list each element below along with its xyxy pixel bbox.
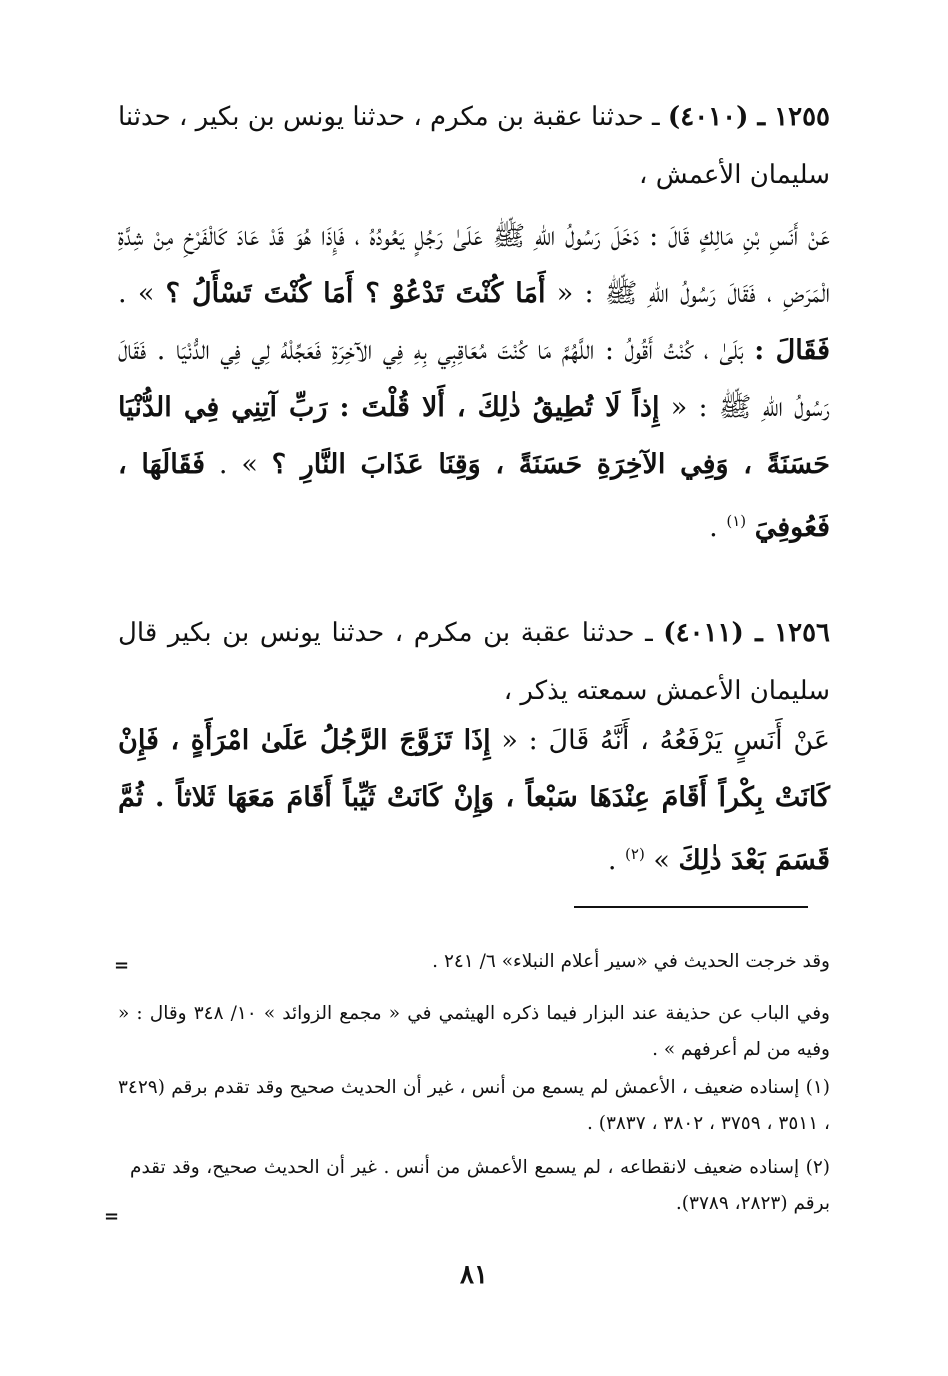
footnote-text: وفي الباب عن حذيفة عند البزار فيما ذكره الهيثمي في « مجمع الزوائد » ١٠/ ٣٤٨ وقال : « وفيه من لم أعرفهم » . bbox=[118, 1003, 830, 1060]
isnad-text: ـ حدثنا عقبة بن مكرم ، حدثنا يونس بن بكير قال سليمان الأعمش سمعته يذكر ، bbox=[118, 618, 830, 706]
hadith-number: ١٢٥٦ ـ (٤٠١١) bbox=[663, 618, 830, 648]
footnote-2 bbox=[130, 1150, 830, 1222]
footnote-continuation-2 bbox=[118, 996, 830, 1068]
page-number: ٨١ bbox=[460, 1260, 488, 1290]
hadith-1256-matn bbox=[118, 712, 830, 889]
matn-text: عَنْ أَنَسٍ يَرْفَعُهُ ، أَنَّهُ قَالَ : « bbox=[490, 725, 831, 756]
matn-text: » . bbox=[118, 278, 166, 309]
matn-text: » bbox=[644, 845, 679, 876]
hadith-number: ١٢٥٥ ـ (٤٠١٠) bbox=[667, 102, 830, 132]
footnote-ref: (١) bbox=[726, 512, 747, 530]
footnote-separator bbox=[574, 906, 808, 908]
matn-bold: فَقَالَهَا ، فَعُوفِيَ bbox=[118, 449, 830, 543]
matn-bold: فَقَالَ : bbox=[754, 335, 830, 366]
matn-text: عَنْ أَنَسِ بْنِ مَالِكٍ قَالَ : دَخَلَ رَسُولُ اللهِ ﷺ عَلَىٰ رَجُلٍ يَعُودُهُ ، فَإِذَا هُوَ قَدْ عَادَ كَالْفَرْخِ مِنْ شِدَّةِ الْمَرَضِ ، فَقَالَ رَسُولُ اللهِ ﷺ : « bbox=[118, 221, 831, 309]
matn-bold: إِذَا تَزَوَّجَ الرَّجُلُ عَلَىٰ امْرَأَةٍ ، فَإِنْ كَانَتْ بِكْراً أَقَامَ عِنْدَهَا سَبْعاً ، وَإِنْ كَانَتْ ثَيِّباً أَقَامَ مَعَهَا ثَلاثاً . ثُمَّ قَسَمَ بَعْدَ ذٰلِكَ bbox=[118, 725, 830, 876]
matn-bold: إِذاً لَا تُطِيقُ ذٰلِكَ ، أَلا قُلْتَ : رَبِّ آتِنِي فِي الدُّنْيَا حَسَنَةً ، وَفِي الآخِرَةِ حَسَنَةً ، وَقِنَا عَذَابَ النَّارِ ؟ bbox=[118, 392, 830, 480]
hadith-1255-isnad bbox=[118, 88, 830, 204]
footnote-text: (٢) إسناده ضعيف لانقطاعه ، لم يسمع الأعمش من أنس . غير أن الحديث صحيح، وقد تقدم برقم (٢٨٢٣، ٣٧٨٩). bbox=[130, 1157, 830, 1214]
footnote-1 bbox=[118, 1070, 830, 1142]
continuation-mark: = bbox=[114, 955, 130, 976]
hadith-1255-matn bbox=[118, 208, 830, 556]
footnote-text: (١) إسناده ضعيف ، الأعمش لم يسمع من أنس ، غير أن الحديث صحيح وقد تقدم برقم (٣٤٢٩ ، ٣٥١١ ، ٣٧٥٩ ، ٣٨٠٢ ، ٣٨٣٧) . bbox=[118, 1077, 830, 1134]
footnote-text: وقد خرجت الحديث في «سير أعلام النبلاء» ٦/ ٢٤١ . bbox=[432, 951, 830, 972]
footnote-continuation-1 bbox=[140, 944, 830, 980]
footnote-ref: (٢) bbox=[625, 845, 645, 863]
hadith-1256-isnad bbox=[118, 604, 830, 720]
matn-end: . bbox=[607, 845, 626, 876]
matn-text: بَلَىٰ ، كُنْتُ أَقُولُ : اللَّهُمَّ مَا كُنْتَ مُعَاقِبِي بِهِ فِي الآخِرَةِ فَعَجِّلْهُ لِي فِي الدُّنْيَا . فَقَالَ رَسُولُ اللهِ ﷺ : « bbox=[118, 335, 830, 423]
continuation-mark-end: = bbox=[104, 1206, 120, 1227]
matn-end: . bbox=[709, 512, 727, 543]
isnad-text: ـ حدثنا عقبة بن مكرم ، حدثنا يونس بن بكير ، حدثنا سليمان الأعمش ، bbox=[118, 102, 830, 190]
matn-bold: أَمَا كُنْتَ تَدْعُوْ ؟ أَمَا كُنْتَ تَسْأَلُ ؟ bbox=[165, 278, 546, 309]
matn-text: » . bbox=[205, 449, 272, 480]
